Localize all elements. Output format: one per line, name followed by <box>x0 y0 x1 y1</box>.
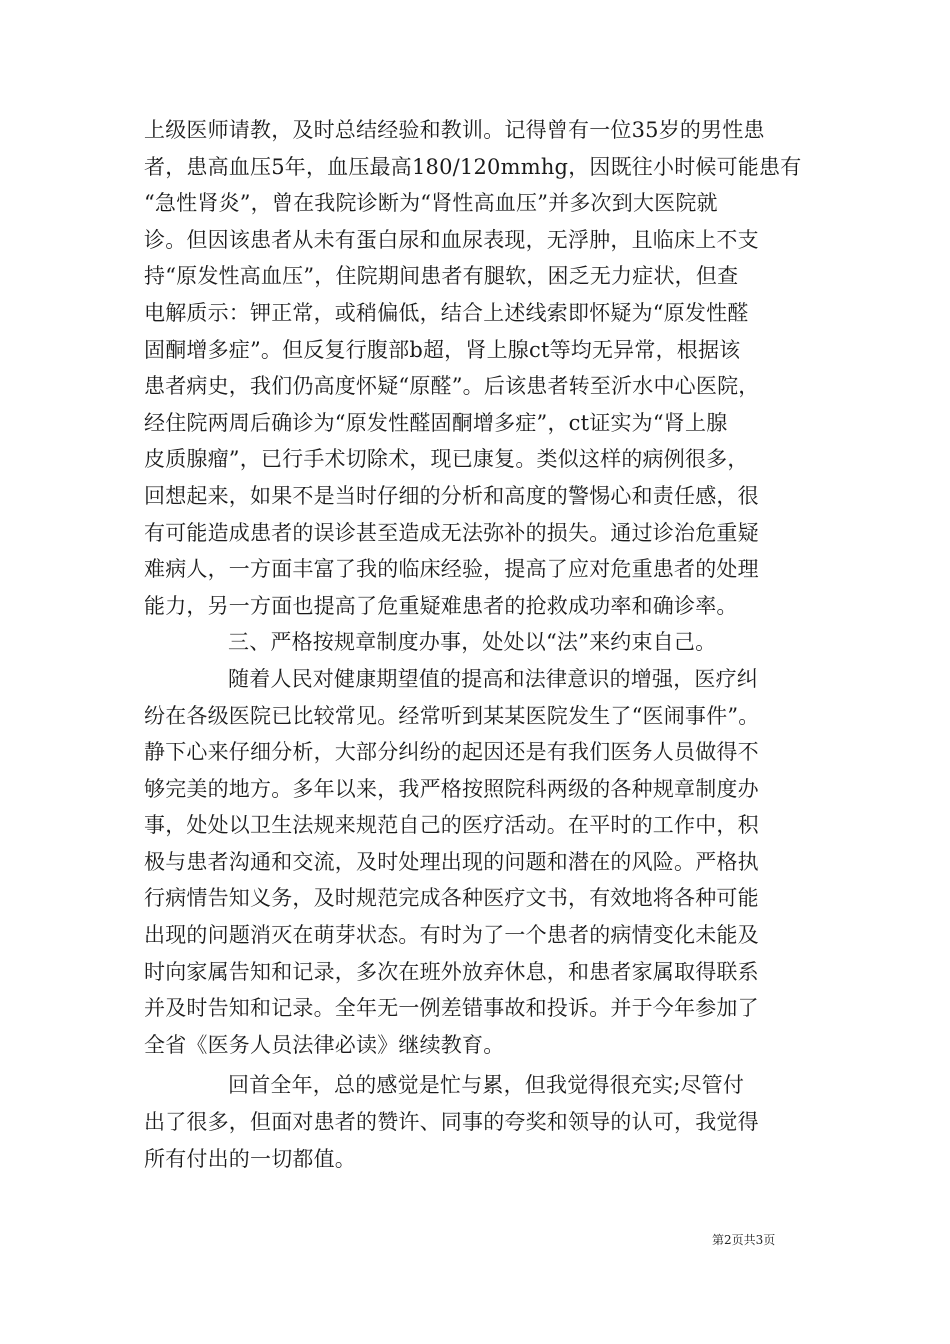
text-line: 电解质示：钾正常，或稍偏低，结合上述线索即怀疑为“原发性醛 <box>144 300 749 325</box>
text-line: 固酮增多症”。但反复行腹部b超，肾上腺ct等均无异常，根据该 <box>144 337 741 362</box>
text-line: 经住院两周后确诊为“原发性醛固酮增多症”，ct证实为“肾上腺 <box>144 410 728 435</box>
text-line: 患者病史，我们仍高度怀疑“原醛”。后该患者转至沂水中心医院， <box>144 374 760 399</box>
text-line: 全省《医务人员法律必读》继续教育。 <box>144 1032 505 1057</box>
text-line: 能力，另一方面也提高了危重疑难患者的抢救成功率和确诊率。 <box>144 593 738 618</box>
text-line: 所有付出的一切都值。 <box>144 1146 356 1171</box>
text-line: 够完美的地方。多年以来，我严格按照院科两级的各种规章制度办 <box>144 776 759 801</box>
text-line: 事，处处以卫生法规来规范自己的医疗活动。在平时的工作中，积 <box>144 813 759 838</box>
text-line: 行病情告知义务，及时规范完成各种医疗文书，有效地将各种可能 <box>144 886 759 911</box>
page-number: 第2页共3页 <box>712 1233 776 1247</box>
text-line: 纷在各级医院已比较常见。经常听到某某医院发生了“医闹事件”。 <box>144 703 760 728</box>
text-line: 并及时告知和记录。全年无一例差错事故和投诉。并于今年参加了 <box>144 996 759 1021</box>
text-line: 出现的问题消灭在萌芽状态。有时为了一个患者的病情变化未能及 <box>144 923 759 948</box>
section-heading: 三、严格按规章制度办事，处处以“法”来约束自己。 <box>228 630 717 655</box>
text-line: “急性肾炎”，曾在我院诊断为“肾性高血压”并多次到大医院就 <box>144 191 718 216</box>
text-line: 有可能造成患者的误诊甚至造成无法弥补的损失。通过诊治危重疑 <box>144 520 759 545</box>
text-line: 回想起来，如果不是当时仔细的分析和高度的警惕心和责任感，很 <box>144 483 759 508</box>
text-line: 极与患者沟通和交流，及时处理出现的问题和潜在的风险。严格执 <box>144 849 759 874</box>
text-line: 静下心来仔细分析，大部分纠纷的起因还是有我们医务人员做得不 <box>144 740 759 765</box>
text-line: 回首全年，总的感觉是忙与累，但我觉得很充实;尽管付 <box>228 1073 745 1098</box>
document-body <box>144 112 829 1177</box>
text-line: 时向家属告知和记录，多次在班外放弃休息，和患者家属取得联系 <box>144 959 759 984</box>
text-line: 难病人，一方面丰富了我的临床经验，提高了应对危重患者的处理 <box>144 557 759 582</box>
text-line: 上级医师请教，及时总结经验和教训。记得曾有一位35岁的男性患 <box>144 118 765 142</box>
text-line: 持“原发性高血压”，住院期间患者有腿软，困乏无力症状，但查 <box>144 264 739 289</box>
text-line: 皮质腺瘤”，已行手术切除术，现已康复。类似这样的病例很多， <box>144 447 749 472</box>
text-line: 随着人民对健康期望值的提高和法律意识的增强，医疗纠 <box>228 666 758 691</box>
text-line: 出了很多，但面对患者的赞许、同事的夸奖和领导的认可，我觉得 <box>144 1110 759 1135</box>
text-line: 者，患高血压5年，血压最高180/120mmhg，因既往小时候可能患有 <box>144 154 802 179</box>
text-line: 诊。但因该患者从未有蛋白尿和血尿表现，无浮肿，且临床上不支 <box>144 227 759 252</box>
